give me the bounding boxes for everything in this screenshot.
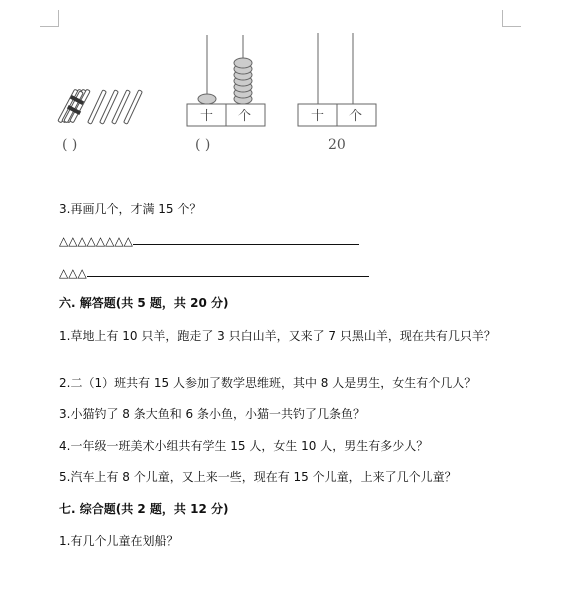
- abacus-2-ones-label: 个: [349, 109, 363, 124]
- abacus-beads: [198, 58, 252, 104]
- triangles-row-1: △△△△△△△△: [59, 234, 133, 248]
- abacus-2-tens-label: 十: [311, 109, 325, 124]
- figure-1-answer-blank: ( ): [62, 137, 78, 153]
- question-3-draw: 3.再画几个，才满 15 个？: [59, 202, 202, 216]
- figure-3-value: 20: [328, 137, 346, 153]
- triangle-row-1: [59, 232, 359, 249]
- abacus-figure-empty: [298, 33, 376, 126]
- abacus-figure-with-beads: [187, 35, 265, 126]
- abacus-1-tens-label: 十: [200, 109, 214, 124]
- figure-2-answer-blank: ( ): [195, 137, 211, 153]
- triangles-row-2: △△△: [59, 266, 87, 280]
- abacus-1-ones-label: 个: [238, 109, 252, 124]
- stick-bundle-figure: [58, 89, 143, 124]
- section-6-question-5: 5.汽车上有 8 个儿童，又上来一些，现在有 15 个儿童，上来了几个儿童？: [59, 470, 457, 484]
- section-6-question-4: 4.一年级一班美术小组共有学生 15 人，女生 10 人，男生有多少人？: [59, 439, 429, 453]
- section-7-question-1: 1.有几个儿童在划船？: [59, 534, 179, 548]
- triangle-row-2: [59, 264, 369, 281]
- counting-figures: [0, 0, 565, 160]
- answer-line-2: [87, 264, 369, 277]
- section-6-heading: 六. 解答题(共 5 题，共 20 分): [59, 296, 229, 310]
- section-6-question-2: 2.二（1）班共有 15 人参加了数学思维班，其中 8 人是男生，女生有个几人？: [59, 376, 477, 390]
- section-6-question-1: 1.草地上有 10 只羊，跑走了 3 只白山羊，又来了 7 只黑山羊，现在共有几只羊？: [59, 329, 496, 343]
- section-7-heading: 七. 综合题(共 2 题，共 12 分): [59, 502, 229, 516]
- answer-line-1: [133, 232, 359, 245]
- section-6-question-3: 3.小猫钓了 8 条大鱼和 6 条小鱼，小猫一共钓了几条鱼？: [59, 407, 365, 421]
